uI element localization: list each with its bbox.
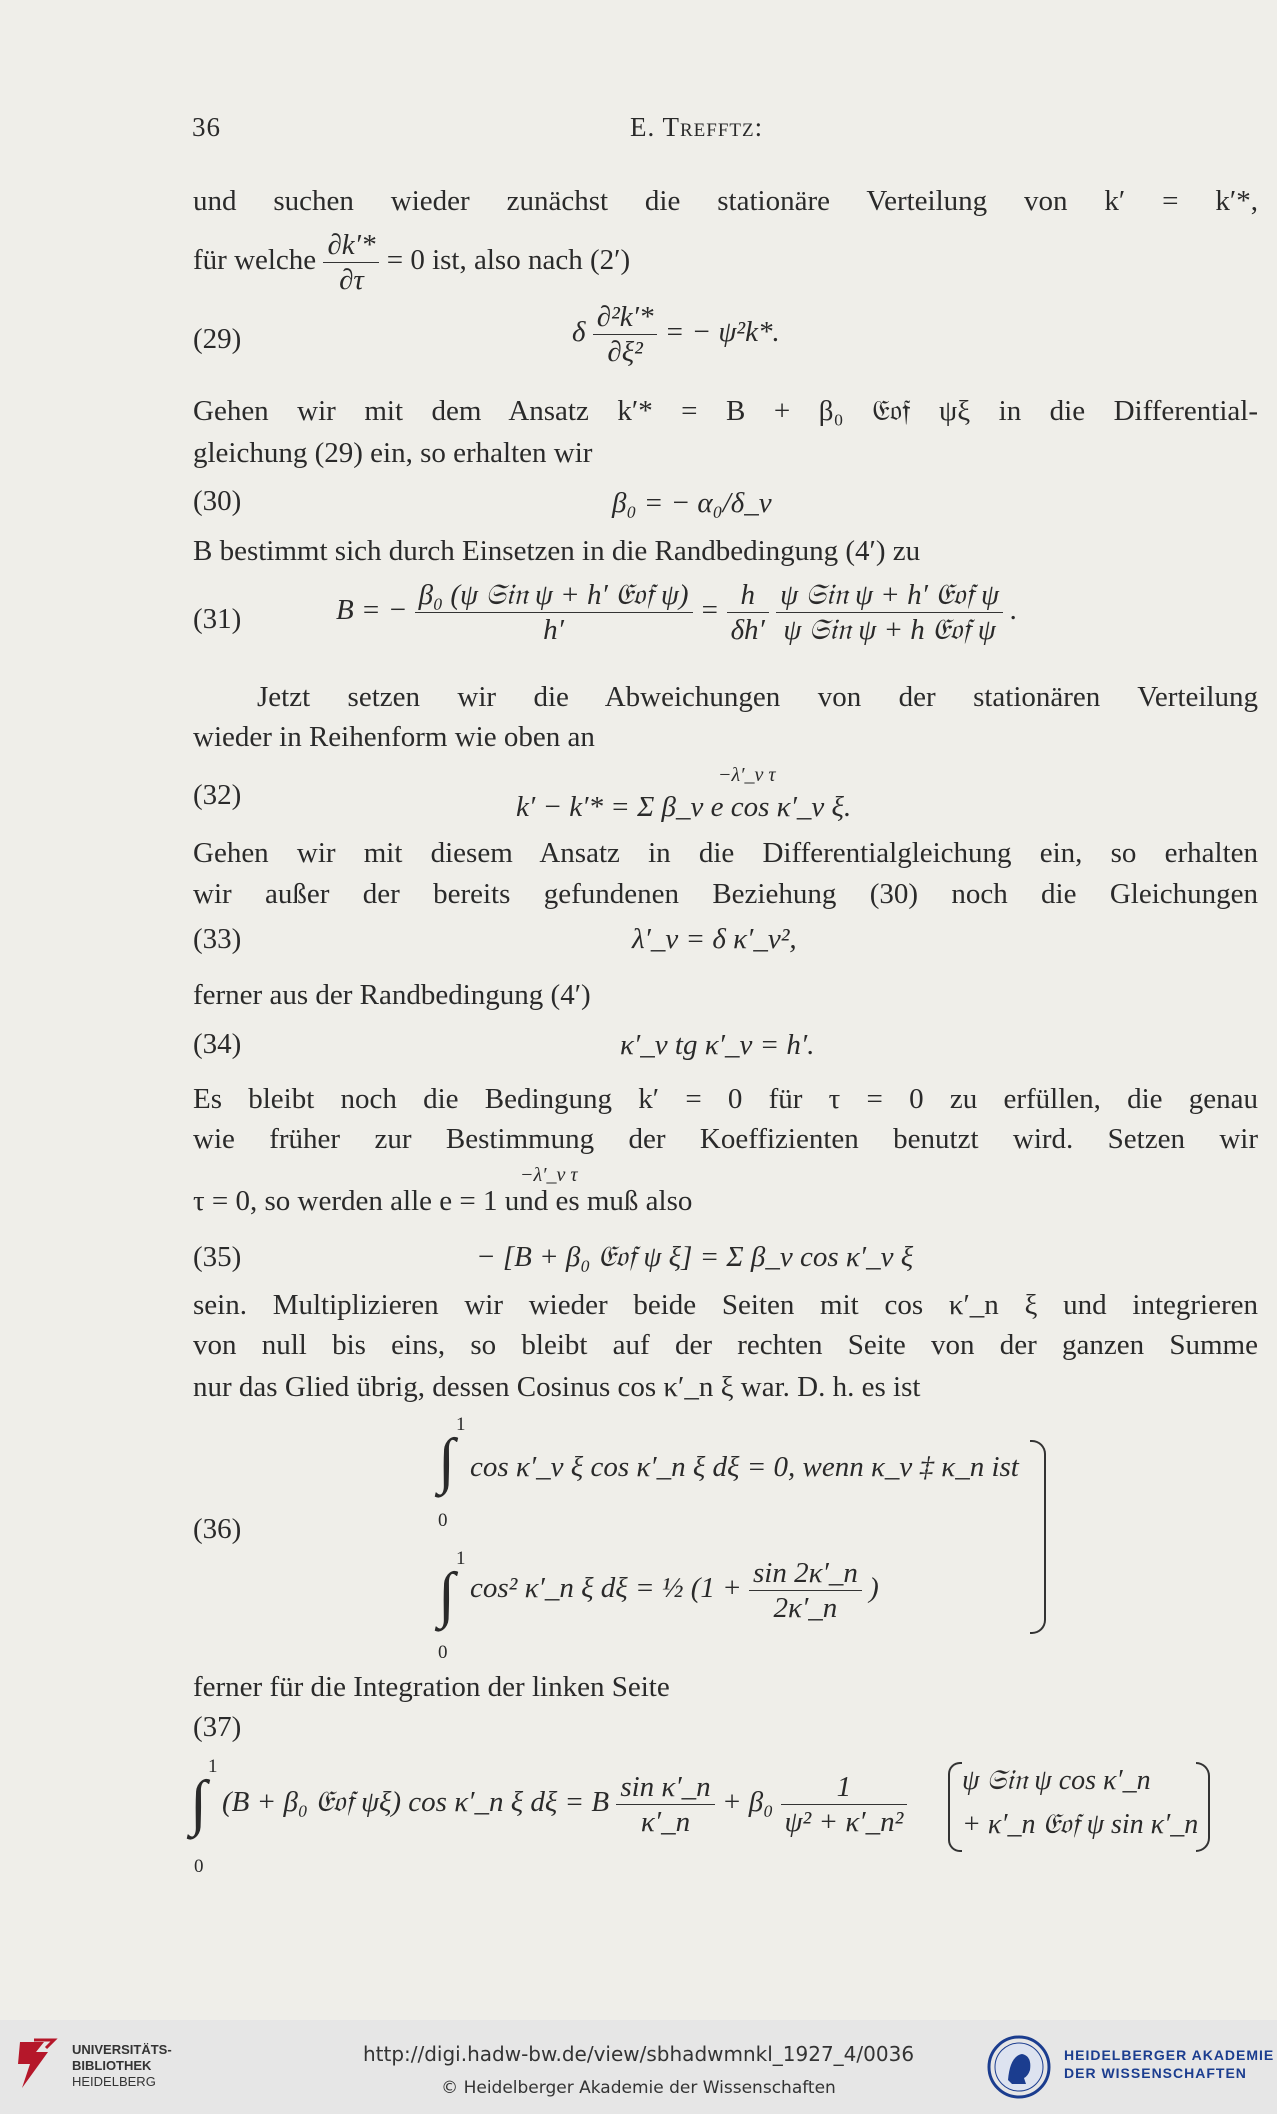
- superscript: −λ′_ν τ: [520, 1164, 578, 1186]
- equation-number: (32): [193, 779, 242, 811]
- fraction: [593, 300, 658, 369]
- copyright-notice: © Heidelberger Akademie der Wissenschaften: [441, 2078, 836, 2098]
- numerator: 1: [781, 1770, 908, 1805]
- academy-name-line: HEIDELBERGER AKADEMIE: [1064, 2047, 1275, 2063]
- eq-part: cos² κ′_n ξ dξ = ½ (1 +: [470, 1572, 742, 1605]
- denominator: κ′_n: [640, 1806, 691, 1838]
- equation-36a: cos κ′_ν ξ cos κ′_n ξ dξ = 0, wenn κ_ν ‡ κ_n ist: [470, 1451, 1019, 1483]
- equation-number: (36): [193, 1513, 242, 1545]
- equation-36b: [470, 1556, 879, 1625]
- page-number: 36: [192, 112, 221, 142]
- text-line: τ = 0, so werden alle e = 1 und es muß also: [193, 1185, 693, 1217]
- integral-lower-limit: 0: [194, 1856, 204, 1877]
- integral-lower-limit: 0: [438, 1510, 448, 1531]
- numerator: sin κ′_n: [616, 1770, 714, 1805]
- library-name-line: HEIDELBERG: [72, 2074, 156, 2089]
- eq-part: (B + β₀ 𝔈𝔬𝔣 ψξ) cos κ′_n ξ dξ = B: [222, 1786, 610, 1819]
- integral-sign: ∫: [190, 1769, 207, 1837]
- text-line: gleichung (29) ein, so erhalten wir: [193, 437, 593, 469]
- denominator: ∂τ: [339, 264, 364, 296]
- fraction: [727, 578, 769, 647]
- text-line: [193, 228, 630, 297]
- text-line: und suchen wieder zunächst die stationäre Verteilung von k′ = k′*,: [193, 185, 1258, 217]
- fraction: [749, 1556, 862, 1625]
- equation-number: (30): [193, 485, 242, 517]
- text-line: wir außer der bereits gefundenen Beziehung (30) noch die Gleichungen: [193, 878, 1258, 910]
- text-line: nur das Glied übrig, dessen Cosinus cos κ′_n ξ war. D. h. es ist: [193, 1371, 921, 1403]
- text-fragment: = 0 ist, also nach (2′): [386, 244, 631, 277]
- eq-part: + β₀: [721, 1786, 774, 1819]
- numerator: sin 2κ′_n: [749, 1556, 862, 1591]
- academy-seal-logo: [986, 2034, 1052, 2100]
- integral-upper-limit: 1: [208, 1756, 218, 1777]
- integral-lower-limit: 0: [438, 1642, 448, 1663]
- fraction: [323, 228, 379, 297]
- academy-name-line: DER WISSENSCHAFTEN: [1064, 2065, 1247, 2081]
- library-name-line: BIBLIOTHEK: [72, 2058, 152, 2073]
- library-name-line: UNIVERSITÄTS-: [72, 2042, 172, 2057]
- text-line: Es bleibt noch die Bedingung k′ = 0 für τ = 0 zu erfüllen, die genau: [193, 1083, 1258, 1115]
- denominator: h′: [543, 614, 564, 646]
- equation-29: [572, 300, 780, 369]
- equation-30: β₀ = − α₀/δ_ν: [612, 487, 772, 519]
- text-line: sein. Multiplizieren wir wieder beide Seiten mit cos κ′_n ξ und integrieren: [193, 1289, 1258, 1321]
- integral-upper-limit: 1: [456, 1414, 466, 1435]
- equation-37: [222, 1770, 907, 1839]
- footer-bar: [0, 2020, 1277, 2114]
- eq-part: = − ψ²k*.: [664, 316, 780, 349]
- text-line: Gehen wir mit diesem Ansatz in die Differentialgleichung ein, so erhalten: [193, 837, 1258, 869]
- denominator: ψ² + κ′_n²: [784, 1806, 904, 1838]
- fraction: [781, 1770, 908, 1839]
- fraction: [776, 578, 1003, 647]
- numerator: h: [727, 578, 769, 613]
- integral-sign: ∫: [438, 1427, 455, 1495]
- eq-part: δ: [572, 316, 586, 349]
- numerator: ∂²k′*: [593, 300, 658, 335]
- right-brace: [1196, 1762, 1210, 1852]
- equation-35: − [B + β₀ 𝔈𝔬𝔣 ψ ξ] = Σ β_ν cos κ′_ν ξ: [476, 1241, 914, 1273]
- numerator: ψ 𝔖𝔦𝔫 ψ + h′ 𝔈𝔬𝔣 ψ: [776, 578, 1003, 613]
- equation-number: (33): [193, 923, 242, 955]
- left-brace: [948, 1762, 962, 1852]
- equation-number: (35): [193, 1241, 242, 1273]
- numerator: ∂k′*: [323, 228, 379, 263]
- braced-term-1: ψ 𝔖𝔦𝔫 ψ cos κ′_n: [962, 1765, 1151, 1796]
- superscript: −λ′_ν τ: [718, 764, 776, 786]
- eq-part: .: [1010, 594, 1018, 627]
- braced-term-2: + κ′_n 𝔈𝔬𝔣 ψ sin κ′_n: [962, 1809, 1199, 1840]
- text-line: ferner für die Integration der linken Seite: [193, 1671, 670, 1703]
- equation-31: [336, 578, 1017, 647]
- text-line: wieder in Reihenform wie oben an: [193, 721, 595, 753]
- numerator: β₀ (ψ 𝔖𝔦𝔫 ψ + h′ 𝔈𝔬𝔣 ψ): [415, 578, 693, 613]
- eq-part: ): [869, 1572, 879, 1605]
- integral-upper-limit: 1: [456, 1548, 466, 1569]
- text-line: wie früher zur Bestimmung der Koeffizienten benutzt wird. Setzen wir: [193, 1123, 1258, 1155]
- text-line: ferner aus der Randbedingung (4′): [193, 979, 591, 1011]
- equation-number: (34): [193, 1028, 242, 1060]
- eq-part: B = −: [336, 594, 408, 627]
- integral-sign: ∫: [438, 1561, 455, 1629]
- fraction: [415, 578, 693, 647]
- document-url-link[interactable]: http://digi.hadw-bw.de/view/sbhadwmnkl_1927_4/0036: [362, 2042, 915, 2066]
- equation-33: λ′_ν = δ κ′_ν²,: [632, 923, 797, 955]
- text-fragment: für welche: [193, 244, 317, 277]
- equation-32: k′ − k′* = Σ β_ν e cos κ′_ν ξ.: [516, 791, 852, 823]
- academy-name: [1064, 2046, 1274, 2082]
- equation-number: (31): [193, 603, 242, 635]
- running-header: E. Trefftz:: [630, 112, 764, 142]
- fraction: [616, 1770, 714, 1839]
- denominator: 2κ′_n: [773, 1592, 838, 1624]
- text-line: Jetzt setzen wir die Abweichungen von der stationären Verteilung: [257, 681, 1258, 713]
- denominator: ψ 𝔖𝔦𝔫 ψ + h 𝔈𝔬𝔣 ψ: [783, 614, 996, 646]
- denominator: ∂ξ²: [607, 336, 643, 368]
- equation-number: (37): [193, 1711, 242, 1743]
- right-brace: [1030, 1440, 1046, 1634]
- text-line: Gehen wir mit dem Ansatz k′* = B + β₀ 𝔈𝔬𝔣 ψξ in die Differential-: [193, 395, 1258, 427]
- equation-34: κ′_ν tg κ′_ν = h′.: [620, 1029, 815, 1061]
- text-line: B bestimmt sich durch Einsetzen in die Randbedingung (4′) zu: [193, 535, 921, 567]
- denominator: δh′: [730, 614, 765, 646]
- equation-number: (29): [193, 323, 242, 355]
- eq-part: =: [699, 594, 720, 627]
- text-line: von null bis eins, so bleibt auf der rechten Seite von der ganzen Summe: [193, 1329, 1258, 1361]
